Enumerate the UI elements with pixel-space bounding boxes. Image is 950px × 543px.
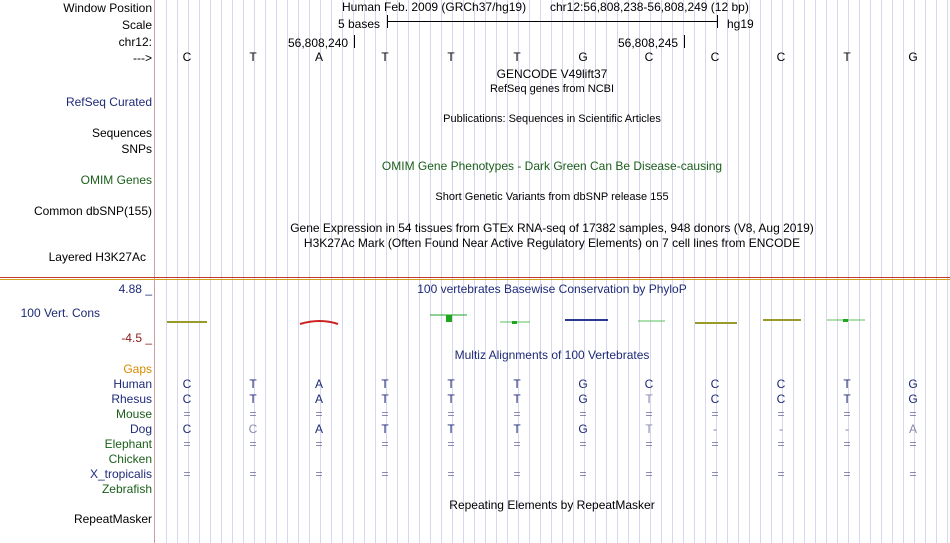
grid-line bbox=[716, 0, 717, 543]
sequence-base: G bbox=[578, 50, 588, 64]
sequence-base: C bbox=[644, 50, 654, 64]
grid-line bbox=[243, 0, 244, 543]
conservation-max: 4.88 _ bbox=[118, 282, 152, 296]
grid-line bbox=[760, 0, 761, 543]
alignment-base: T bbox=[447, 422, 455, 436]
sequence-base: T bbox=[447, 50, 455, 64]
alignment-base: C bbox=[710, 377, 720, 391]
species-label[interactable]: Dog bbox=[129, 422, 152, 436]
grid-line bbox=[661, 0, 662, 543]
alignment-base: = bbox=[711, 407, 719, 421]
alignment-base: = bbox=[447, 407, 455, 421]
grid-line bbox=[826, 0, 827, 543]
sequence-base: T bbox=[249, 50, 257, 64]
grid-line bbox=[397, 0, 398, 543]
sequence-base: C bbox=[776, 50, 786, 64]
alignment-base: T bbox=[447, 392, 455, 406]
species-label[interactable]: Human bbox=[113, 377, 152, 391]
alignment-base: = bbox=[645, 407, 653, 421]
coordinate-2: 56,808,245 bbox=[618, 36, 679, 50]
grid-line bbox=[386, 0, 387, 543]
alignment-base: G bbox=[908, 377, 918, 391]
grid-line bbox=[320, 0, 321, 543]
alignment-base: T bbox=[645, 392, 653, 406]
alignment-base: = bbox=[777, 437, 785, 451]
position-readout[interactable]: chr12:56,808,238-56,808,249 (12 bp) bbox=[550, 0, 749, 14]
alignment-base: = bbox=[513, 437, 521, 451]
sequence-base: G bbox=[908, 50, 918, 64]
grid-line bbox=[738, 0, 739, 543]
alignment-base: T bbox=[381, 422, 389, 436]
alignment-base: T bbox=[381, 377, 389, 391]
alignment-base: = bbox=[843, 437, 851, 451]
grid-line bbox=[298, 0, 299, 543]
grid-line bbox=[870, 0, 871, 543]
grid-line bbox=[947, 0, 948, 543]
alignment-base: C bbox=[182, 422, 192, 436]
cons-bar-9 bbox=[843, 319, 848, 322]
grid-line bbox=[177, 0, 178, 543]
alignment-base: = bbox=[579, 467, 587, 481]
sequence-base: T bbox=[381, 50, 389, 64]
alignment-base: = bbox=[777, 407, 785, 421]
grid-line bbox=[210, 0, 211, 543]
omim-track-title[interactable]: OMIM Gene Phenotypes - Dark Green Can Be Disease-causing bbox=[381, 159, 723, 173]
assembly-title: Human Feb. 2009 (GRCh37/hg19) bbox=[342, 0, 527, 14]
alignment-base: = bbox=[843, 467, 851, 481]
species-label[interactable]: X_tropicalis bbox=[89, 467, 152, 481]
alignment-base: = bbox=[645, 467, 653, 481]
cons-segment-2 bbox=[300, 321, 338, 324]
conservation-track-title[interactable]: 100 vertebrates Basewise Conservation by PhyloP bbox=[417, 282, 687, 296]
dbsnp-track-title[interactable]: Short Genetic Variants from dbSNP release 155 bbox=[435, 191, 669, 203]
grid-line bbox=[485, 0, 486, 543]
alignment-base: T bbox=[249, 392, 257, 406]
publications-track-title[interactable]: Publications: Sequences in Scientific Articles bbox=[443, 113, 661, 125]
grid-line bbox=[364, 0, 365, 543]
omim-label[interactable]: OMIM Genes bbox=[80, 173, 152, 187]
grid-line bbox=[892, 0, 893, 543]
multiz-track-title[interactable]: Multiz Alignments of 100 Vertebrates bbox=[454, 348, 650, 362]
alignment-base: C bbox=[182, 377, 192, 391]
species-label[interactable]: Zebrafish bbox=[101, 482, 152, 496]
scale-text: 5 bases bbox=[338, 17, 381, 31]
grid-line bbox=[639, 0, 640, 543]
grid-line bbox=[188, 0, 189, 543]
alignment-base: = bbox=[777, 467, 785, 481]
alignment-base: = bbox=[909, 437, 917, 451]
grid-line bbox=[276, 0, 277, 543]
grid-line bbox=[903, 0, 904, 543]
grid-line bbox=[628, 0, 629, 543]
chrom-label: chr12: bbox=[118, 35, 152, 49]
alignment-base: = bbox=[513, 467, 521, 481]
grid-line bbox=[837, 0, 838, 543]
grid-line bbox=[342, 0, 343, 543]
alignment-base: = bbox=[513, 407, 521, 421]
alignment-base: = bbox=[447, 437, 455, 451]
alignment-base: = bbox=[381, 467, 389, 481]
grid-line bbox=[749, 0, 750, 543]
grid-line bbox=[353, 0, 354, 543]
alignment-base: = bbox=[645, 437, 653, 451]
sequence-base: T bbox=[513, 50, 521, 64]
alignment-base: = bbox=[843, 407, 851, 421]
h3k27ac-label[interactable]: Layered H3K27Ac bbox=[48, 250, 146, 264]
alignment-base: = bbox=[447, 467, 455, 481]
grid-line bbox=[232, 0, 233, 543]
grid-line bbox=[804, 0, 805, 543]
alignment-base: A bbox=[908, 422, 917, 436]
alignment-base: T bbox=[843, 392, 851, 406]
alignment-base: = bbox=[711, 437, 719, 451]
grid-line bbox=[419, 0, 420, 543]
grid-line bbox=[617, 0, 618, 543]
scale-db: hg19 bbox=[727, 17, 754, 31]
species-label[interactable]: Rhesus bbox=[111, 392, 152, 406]
grid-line bbox=[848, 0, 849, 543]
grid-line bbox=[793, 0, 794, 543]
snps-label[interactable]: SNPs bbox=[121, 142, 152, 156]
alignment-base: C bbox=[182, 392, 192, 406]
alignment-base: = bbox=[909, 467, 917, 481]
cons-bar-3 bbox=[446, 315, 452, 322]
conservation-graph bbox=[155, 305, 950, 335]
grid-line bbox=[463, 0, 464, 543]
repeatmasker-label[interactable]: RepeatMasker bbox=[73, 512, 152, 526]
alignment-base: = bbox=[183, 467, 191, 481]
conservation-min: -4.5 _ bbox=[121, 331, 152, 345]
grid-line bbox=[672, 0, 673, 543]
alignment-base: = bbox=[183, 407, 191, 421]
alignment-base: T bbox=[513, 422, 521, 436]
grid-line bbox=[199, 0, 200, 543]
alignment-base: T bbox=[645, 422, 653, 436]
alignment-base: T bbox=[513, 377, 521, 391]
alignment-base: = bbox=[909, 407, 917, 421]
window-position-label: Window Position bbox=[63, 1, 152, 15]
grid-line bbox=[265, 0, 266, 543]
grid-line bbox=[925, 0, 926, 543]
alignment-base: G bbox=[908, 392, 918, 406]
gencode-track-title[interactable]: GENCODE V49lift37 bbox=[496, 67, 608, 81]
strand-arrow-label: ---> bbox=[133, 51, 152, 65]
track-separator-red bbox=[0, 277, 950, 278]
grid-line bbox=[705, 0, 706, 543]
grid-line bbox=[815, 0, 816, 543]
grid-line bbox=[727, 0, 728, 543]
label-divider bbox=[154, 0, 155, 543]
alignment-base: = bbox=[249, 437, 257, 451]
grid-line bbox=[309, 0, 310, 543]
species-label[interactable]: Chicken bbox=[108, 452, 152, 466]
grid-line bbox=[771, 0, 772, 543]
grid-line bbox=[683, 0, 684, 543]
gaps-label: Gaps bbox=[123, 362, 152, 376]
alignment-base: T bbox=[447, 377, 455, 391]
grid-line bbox=[452, 0, 453, 543]
coordinate-1: 56,808,240 bbox=[288, 36, 349, 50]
alignment-base: C bbox=[776, 392, 786, 406]
alignment-base: C bbox=[248, 422, 258, 436]
species-label[interactable]: Mouse bbox=[115, 407, 152, 421]
grid-line bbox=[881, 0, 882, 543]
grid-line bbox=[287, 0, 288, 543]
grid-line bbox=[408, 0, 409, 543]
alignment-base: G bbox=[578, 392, 588, 406]
sequences-label[interactable]: Sequences bbox=[91, 126, 152, 140]
grid-line bbox=[936, 0, 937, 543]
coordinate-1-tick bbox=[354, 35, 355, 48]
alignment-base: C bbox=[776, 377, 786, 391]
cons-bar-4 bbox=[512, 321, 517, 324]
track-separator-gold bbox=[0, 279, 950, 280]
refseq-label[interactable]: RefSeq Curated bbox=[65, 95, 152, 109]
alignment-base: = bbox=[381, 407, 389, 421]
grid-line bbox=[650, 0, 651, 543]
alignment-base: T bbox=[381, 392, 389, 406]
grid-line bbox=[782, 0, 783, 543]
grid-line bbox=[914, 0, 915, 543]
refseq-track-title[interactable]: RefSeq genes from NCBI bbox=[489, 83, 615, 95]
alignment-base: - bbox=[845, 422, 849, 436]
alignment-base: T bbox=[513, 392, 521, 406]
grid-line bbox=[254, 0, 255, 543]
alignment-base: C bbox=[710, 392, 720, 406]
alignment-base: G bbox=[578, 422, 588, 436]
h3k27ac-track-title[interactable]: H3K27Ac Mark (Often Found Near Active Regulatory Elements) on 7 cell lines from ENCODE bbox=[303, 236, 801, 250]
grid-line bbox=[474, 0, 475, 543]
grid-line bbox=[375, 0, 376, 543]
alignment-base: = bbox=[381, 437, 389, 451]
alignment-base: - bbox=[713, 422, 717, 436]
scale-label: Scale bbox=[121, 18, 152, 32]
gtex-track-title[interactable]: Gene Expression in 54 tissues from GTEx RNA-seq of 17382 samples, 948 donors (V8, Aug 2019) bbox=[290, 221, 814, 235]
alignment-base: T bbox=[249, 377, 257, 391]
alignment-base: A bbox=[314, 377, 323, 391]
sequence-base: A bbox=[314, 50, 323, 64]
scale-bar bbox=[387, 21, 718, 22]
scale-right-tick bbox=[717, 15, 718, 28]
grid-line bbox=[430, 0, 431, 543]
alignment-base: C bbox=[644, 377, 654, 391]
alignment-base: = bbox=[711, 467, 719, 481]
grid-line bbox=[859, 0, 860, 543]
repeatmasker-track-title[interactable]: Repeating Elements by RepeatMasker bbox=[449, 498, 655, 512]
alignment-base: = bbox=[249, 467, 257, 481]
alignment-base: = bbox=[315, 467, 323, 481]
alignment-base: - bbox=[779, 422, 783, 436]
sequence-base: T bbox=[843, 50, 851, 64]
conservation-label[interactable]: 100 Vert. Cons bbox=[20, 306, 100, 320]
grid-line bbox=[694, 0, 695, 543]
alignment-base: = bbox=[183, 437, 191, 451]
grid-line bbox=[221, 0, 222, 543]
dbsnp-label[interactable]: Common dbSNP(155) bbox=[33, 204, 152, 218]
alignment-base: = bbox=[315, 437, 323, 451]
alignment-base: = bbox=[579, 437, 587, 451]
sequence-base: C bbox=[710, 50, 720, 64]
alignment-base: T bbox=[843, 377, 851, 391]
grid-line bbox=[166, 0, 167, 543]
sequence-base: C bbox=[182, 50, 192, 64]
grid-line bbox=[441, 0, 442, 543]
species-label[interactable]: Elephant bbox=[104, 437, 152, 451]
alignment-base: G bbox=[578, 377, 588, 391]
grid-line bbox=[331, 0, 332, 543]
alignment-base: = bbox=[249, 407, 257, 421]
alignment-base: A bbox=[314, 422, 323, 436]
alignment-base: = bbox=[579, 407, 587, 421]
alignment-base: = bbox=[315, 407, 323, 421]
coordinate-2-tick bbox=[684, 35, 685, 48]
alignment-base: A bbox=[314, 392, 323, 406]
